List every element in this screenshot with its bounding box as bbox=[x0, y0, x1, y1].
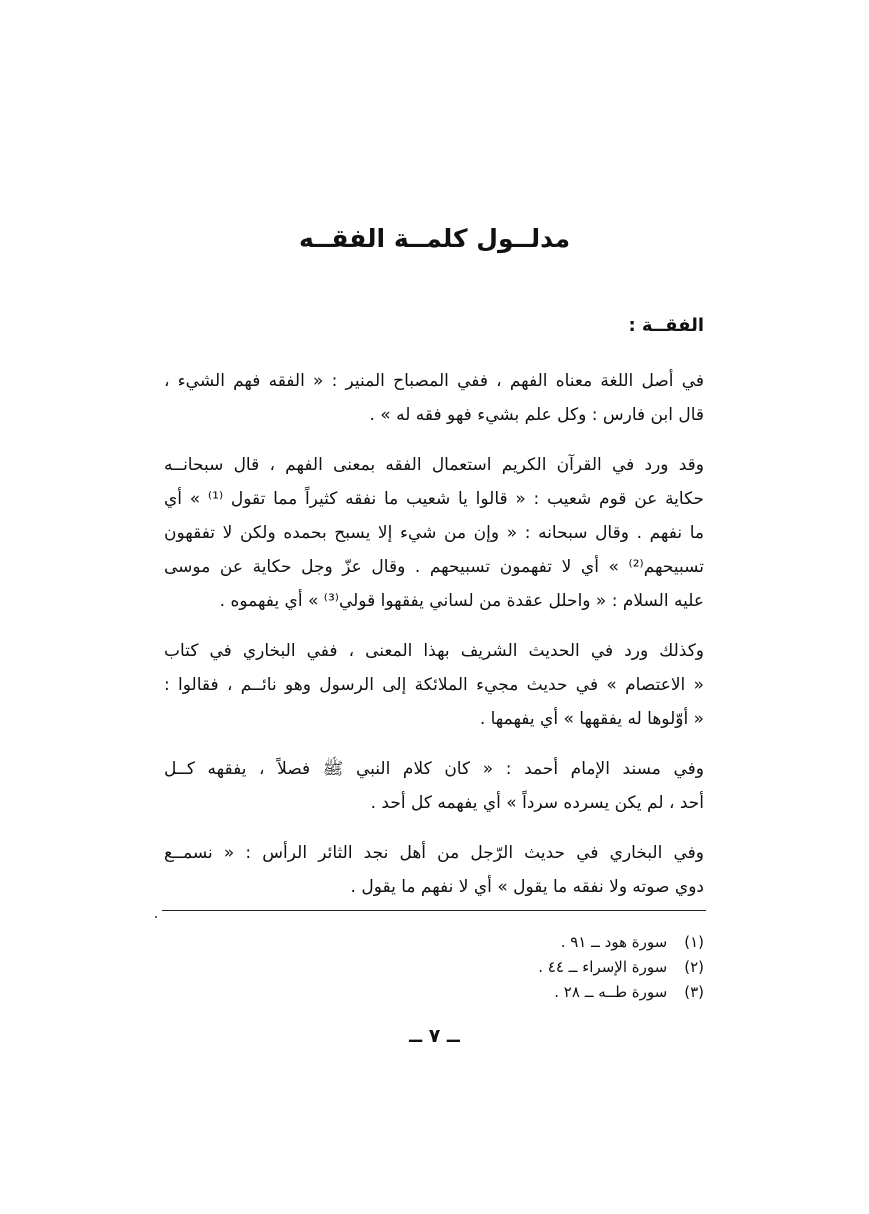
paragraph-4 bbox=[164, 752, 704, 820]
text-line: وكذلك ورد في الحديث الشريف بهذا المعنى ، ففي البخاري في كتاب bbox=[164, 641, 704, 661]
paragraph-5 bbox=[164, 836, 704, 904]
text-line: وقد ورد في القرآن الكريم استعمال الفقه بمعنى الفهم ، قال سبحانــه bbox=[164, 455, 704, 475]
paragraph-3 bbox=[164, 634, 704, 736]
footnote-number: (٢) bbox=[684, 958, 704, 976]
text-line: وفي البخاري في حديث الرّجل من أهل نجد الثائر الرأس : « نسمــع bbox=[164, 843, 704, 863]
paragraph-1 bbox=[164, 364, 704, 432]
text-line: وفي مسند الإمام أحمد : « كان كلام النبي ﷺ فصلاً ، يفقهه كــل bbox=[164, 759, 704, 779]
footnote-text: سورة هود ــ ٩١ . bbox=[560, 933, 668, 951]
text-line: « أوّلوها له يفقهها » أي يفهمها . bbox=[479, 709, 704, 729]
text-line: قال ابن فارس : وكل علم بشيء فهو فقه له » . bbox=[369, 405, 704, 425]
text-line: ما نفهم . وقال سبحانه : « وإن من شيء إلا يسبح بحمده ولكن لا تفقهون bbox=[164, 523, 704, 543]
text-line: عليه السلام : « واحلل عقدة من لساني يفقهوا قولي⁽³⁾ » أي يفهموه . bbox=[219, 591, 704, 611]
text-line: حكاية عن قوم شعيب : « قالوا يا شعيب ما نفقه كثيراً مما تقول ⁽¹⁾ » أي bbox=[164, 489, 704, 509]
text-line: تسبيحهم⁽²⁾ » أي لا تفهمون تسبيحهم . وقال عزّ وجل حكاية عن موسى bbox=[164, 557, 704, 577]
stray-mark bbox=[155, 916, 157, 918]
paragraph-2 bbox=[164, 448, 704, 618]
text-line: في أصل اللغة معناه الفهم ، ففي المصباح المنير : « الفقه فهم الشيء ، bbox=[164, 371, 704, 391]
footnote-divider bbox=[162, 910, 706, 911]
footnote-number: (٣) bbox=[684, 983, 704, 1001]
footnotes bbox=[538, 930, 704, 1005]
text-line: دوي صوته ولا نفقه ما يقول » أي لا نفهم ما يقول . bbox=[350, 877, 704, 897]
text-line: « الاعتصام » في حديث مجيء الملائكة إلى الرسول وهو نائــم ، فقالوا : bbox=[164, 675, 704, 695]
footnote-item bbox=[538, 955, 704, 980]
footnote-text: سورة طــه ــ ٢٨ . bbox=[554, 983, 668, 1001]
footnote-item bbox=[538, 930, 704, 955]
footnote-item bbox=[538, 980, 704, 1005]
footnote-number: (١) bbox=[684, 933, 704, 951]
page-title: مدلــول كلمــة الفقــه bbox=[298, 224, 571, 253]
text-line: أحد ، لم يكن يسرده سرداً » أي يفهمه كل أحد . bbox=[370, 793, 704, 813]
section-heading: الفقــة : bbox=[628, 315, 704, 336]
footnote-text: سورة الإسراء ــ ٤٤ . bbox=[538, 958, 668, 976]
page-number: ــ ٧ ــ bbox=[409, 1025, 460, 1047]
